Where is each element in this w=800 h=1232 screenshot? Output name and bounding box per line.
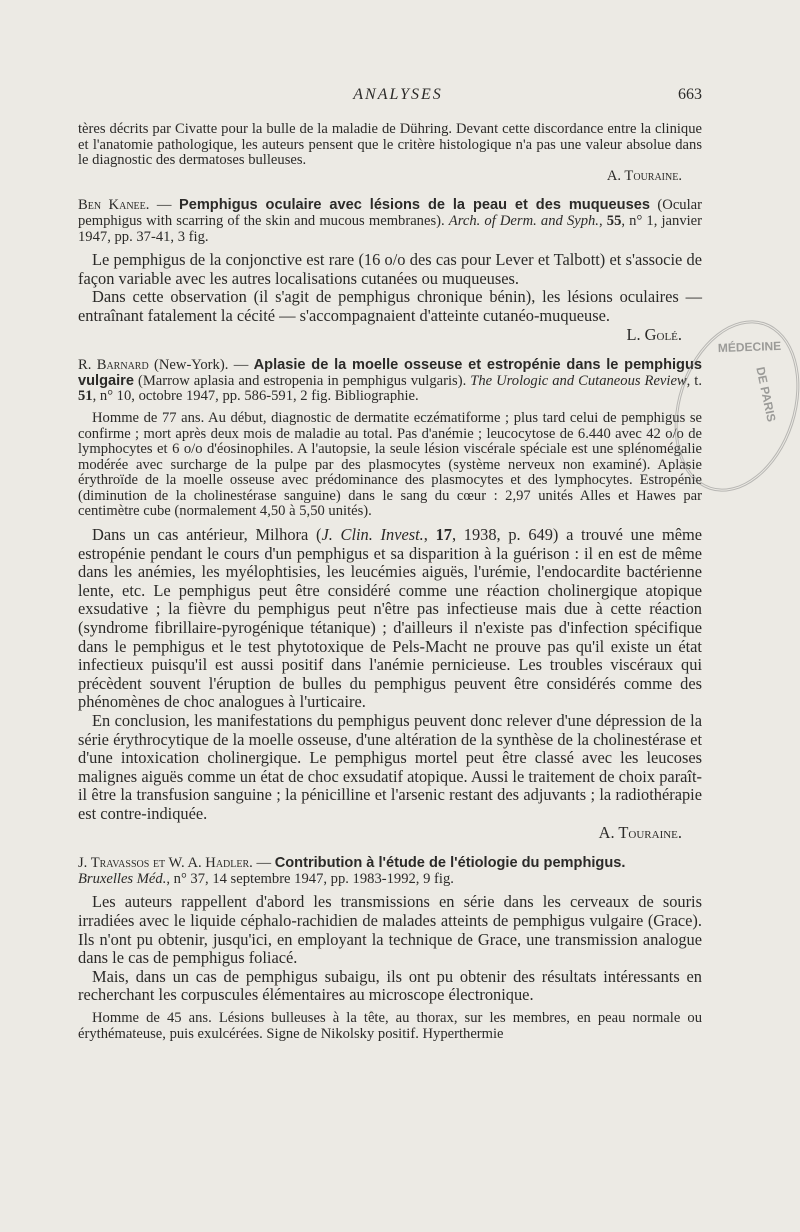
body-paragraph: Dans un cas antérieur, Milhora (J. Clin. Invest., 17, 1938, p. 649) a trouvé une même estropénie pendant le cours d'un pemphigus et sa disparition à la guérison : il en est de même dans les anémies, les myélophtisies, les leucémies aiguës, l'urémie, l'endocardite bactérienne lente, etc. Le pemphigus peut être considéré comme une réaction cholinergique atopique exsudative ; la fièvre du pemphigus peut n'être pas infectieuse mais due à cette réaction (syndrome fibrillaire-pyrogénique tétanique) ; d'ailleurs il n'existe pas d'infection spécifique dans le pemphigus et le test phytotoxique de Pels-Macht ne prouve pas qu'il existe un état infectieux puisqu'il est aussi positif dans l'anémie pernicieuse. Les troubles viscéraux qui précèdent souvent l'éruption de bulles du pemphigus peuvent être considérés comme des phénomènes de choc analogues à l'urticaire.: [78, 525, 703, 712]
stamp-text: DE PARIS: [753, 365, 779, 424]
reference: , n° 37, 14 septembre 1947, pp. 1983-1992, 9 fig.: [166, 870, 454, 887]
citation: J. Travassos et W. A. Hadler. — Contribution à l'étude de l'étiologie du pemphigus. Bruxelles Méd., n° 37, 14 septembre 1947, pp. 1983-1992, 9 fig.: [78, 855, 626, 887]
body-paragraph: Les auteurs rappellent d'abord les transmissions en série dans les cerveaux de souris irradiées avec le liquide céphalo-rachidien de malades atteints de pemphigus vulgaire (Grace). Ils n'ont pu obtenir, jusqu'ici, en employant la technique de Grace, une transmission analogue dans le cas de pemphigus foliacé.: [78, 892, 702, 968]
original-title: (Marrow aplasia and estropenia in pemphigus vulgaris).: [133, 372, 471, 389]
original-title: (Ocular pemphigus with scarring of the skin and mucous membranes).: [78, 197, 702, 229]
running-title: ANALYSES: [353, 86, 443, 103]
body-paragraph: Le pemphigus de la conjonctive est rare (16 o/o des cas pour Lever et Talbott) et s'associe de façon variable avec les autres localisations cutanées ou muqueuses.: [78, 250, 702, 288]
stamp-text: MÉDECINE: [717, 338, 782, 356]
journal-name: The Urologic and Cutaneous Review: [470, 372, 687, 389]
body-paragraph: En conclusion, les manifestations du pemphigus peuvent donc relever d'une dépression de la série érythrocytique de la moelle osseuse, d'une altération de la synthèse de la cholinestérase et d'une intoxication cholinergique. Le pemphigus mortel peut être classé avec les leucoses malignes aiguës comme un état de choc exsudatif atopique. Aussi le traitement de choix paraît-il être la transfusion sanguine ; la pénicilline et l'arsenic restant des adjuvants ; la radiothérapie est contre-indiquée.: [78, 711, 702, 823]
volume: 51: [78, 388, 93, 405]
body-paragraph: Dans cette observation (il s'agit de pemphigus chronique bénin), les lésions oculaires — entraînant fatalement la cécité — s'accompagnaient d'atteinte cutanéo-muqueuse.: [78, 287, 702, 325]
citation: Ben Kanee. — Pemphigus oculaire avec lésions de la peau et des muqueuses (Ocular pemphigus with scarring of the skin and mucous membranes). Arch. of Derm. and Syph., 55, n° 1, janvier 1947, pp. 37-41, 3 fig.: [78, 197, 703, 245]
article-title: Aplasie de la moelle osseuse et estropénie dans le pemphigus vulgaire: [78, 357, 702, 389]
journal-name: Arch. of Derm. and Syph.: [448, 212, 599, 229]
journal-name: Bruxelles Méd.: [78, 870, 167, 887]
citation: R. Barnard (New-York). — Aplasie de la moelle osseuse et estropénie dans le pemphigus vulgaire (Marrow aplasia and estropenia in pemphigus vulgaris). The Urologic and Cutaneous Review, t. 51, n° 10, octobre 1947, pp. 586-591, 2 fig. Bibliographie.: [78, 357, 703, 405]
volume: 55: [606, 212, 622, 229]
reference: , n° 1, janvier 1947, pp. 37-41, 3 fig.: [78, 212, 703, 245]
journal-page: [78, 86, 702, 1042]
author-name: Ben Kanee.: [78, 197, 150, 214]
case-report: Homme de 45 ans. Lésions bulleuses à la tête, au thorax, sur les membres, en peau normale ou érythémateuse, puis exulcérées. Signe de Nikolsky positif. Hyperthermie: [78, 1009, 702, 1042]
body-paragraph: Mais, dans un cas de pemphigus subaigu, ils ont pu obtenir des résultats intéressants en recherchant les corpuscules élémentaires au microscope électronique.: [78, 966, 702, 1005]
page-header: [78, 86, 702, 122]
article-title: Pemphigus oculaire avec lésions de la peau et des muqueuses: [178, 197, 650, 214]
abstract-entry-1: [78, 198, 702, 344]
volume: 17: [435, 525, 452, 545]
reference: , n° 10, octobre 1947, pp. 586-591, 2 fig. Bibliographie.: [92, 388, 419, 405]
abstract-entry-3: [78, 856, 702, 1042]
author-signature: A. Touraine.: [598, 822, 682, 842]
abstract-entry-0: [78, 122, 702, 184]
journal-name: J. Clin. Invest.: [321, 525, 424, 545]
author-signature: A. Touraine.: [606, 167, 682, 184]
abstract-entry-2: [78, 358, 702, 842]
article-title: Contribution à l'étude de l'étiologie du pemphigus.: [274, 855, 626, 872]
page-number: 663: [678, 86, 702, 103]
case-report: Homme de 77 ans. Au début, diagnostic de dermatite eczématiforme ; plus tard celui de pemphigus se confirme ; mort après deux mois de maladie au total. Pas d'anémie ; leucocytose de 6.440 avec 42 o/o de lymphocytes et 6 o/o d'éosinophiles. A l'autopsie, la seule lésion viscérale spéciale est une splénomégalie modérée avec surcharge de la pulpe par des plasmocytes (système nerveux non examiné). Aplasie érythroïde de la moelle osseuse avec prédominance des plasmocytes et des lymphocytes. Estropénie (diminution de la cholinestérase sanguine) dans le sang du cœur : 2,97 unités Alles et Hawes par centimètre cube (normalement 4,50 à 5,50 unités).: [78, 409, 702, 520]
body-paragraph: tères décrits par Civatte pour la bulle de la maladie de Dühring. Devant cette discordance entre la clinique et l'anatomie pathologique, les auteurs pensent que le critère histologique n'a pas une valeur absolue dans le diagnostic des dermatoses bulleuses.: [78, 121, 702, 169]
author-signature: L. Golé.: [626, 324, 682, 344]
author-name: J. Travassos et W. A. Hadler.: [78, 855, 253, 872]
author-name: R. Barnard: [78, 357, 149, 374]
